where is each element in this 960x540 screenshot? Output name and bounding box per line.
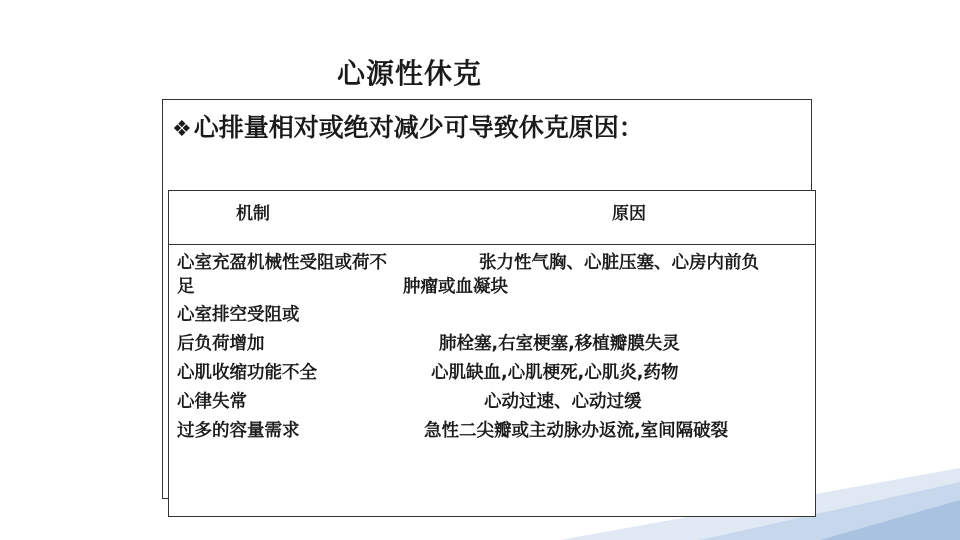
cause-cell (403, 251, 813, 299)
mechanism-cell: 心肌收缩功能不全 (177, 363, 317, 383)
section-heading (172, 108, 644, 144)
cause-cell: 肺栓塞,右室梗塞,移植瓣膜失灵 (439, 334, 680, 354)
cause-cell: 心动过速、心动过缓 (484, 392, 642, 412)
mechanism-cell: 心室排空受阻或 (177, 305, 300, 325)
table-row (169, 332, 815, 361)
mechanism-cell: 心室充盈机械性受阻或荷不足 (177, 253, 387, 297)
section-heading-text: 心排量相对或绝对减少可导致休克原因： (193, 113, 644, 142)
table-row (169, 251, 815, 303)
table-row (169, 419, 815, 448)
header-cause: 原因 (612, 204, 646, 224)
table-row (169, 361, 815, 390)
diamond-bullet-icon: ❖ (172, 117, 192, 142)
mechanism-cell: 后负荷增加 (177, 334, 265, 354)
causes-table (168, 190, 816, 517)
table-row (169, 303, 815, 332)
table-body (169, 251, 815, 448)
cause-line: 肿瘤或血凝块 (403, 277, 508, 297)
page-title: 心源性休克 (337, 57, 483, 90)
cause-line: 张力性气胸、心脏压塞、心房内前负 (479, 253, 759, 273)
mechanism-cell: 心律失常 (177, 392, 247, 412)
mechanism-cell: 过多的容量需求 (177, 421, 300, 441)
header-divider (169, 244, 815, 245)
cause-cell: 心肌缺血,心肌梗死,心肌炎,药物 (431, 363, 679, 383)
cause-cell: 急性二尖瓣或主动脉办返流,室间隔破裂 (424, 421, 729, 441)
table-row (169, 390, 815, 419)
header-mechanism: 机制 (236, 204, 270, 224)
